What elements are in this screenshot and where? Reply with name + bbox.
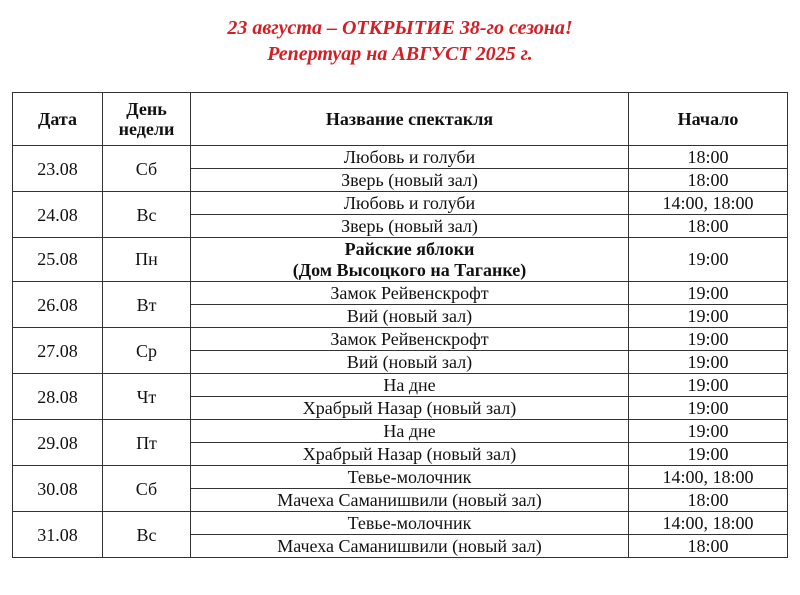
table-row [13,466,788,489]
weekday-cell: Вс [103,192,191,238]
table-row [13,328,788,351]
show-title-cell: Тевье-молочник [191,466,629,489]
show-title-cell: Храбрый Назар (новый зал) [191,397,629,420]
date-cell: 24.08 [13,192,103,238]
show-title-cell: Замок Рейвенскрофт [191,282,629,305]
show-title-line2: (Дом Высоцкого на Таганке) [292,259,527,280]
date-cell: 30.08 [13,466,103,512]
show-title-cell: Храбрый Назар (новый зал) [191,443,629,466]
show-time-cell: 19:00 [629,305,788,328]
show-title-cell: На дне [191,374,629,397]
day-column-header [103,93,191,146]
show-time-cell: 19:00 [629,374,788,397]
show-time-cell: 18:00 [629,215,788,238]
show-title-line1: Райские яблоки [344,238,475,259]
show-time-cell: 14:00, 18:00 [629,466,788,489]
weekday-cell: Ср [103,328,191,374]
weekday-cell: Сб [103,146,191,192]
date-cell: 28.08 [13,374,103,420]
date-cell: 26.08 [13,282,103,328]
season-opening-title: 23 августа – ОТКРЫТИЕ 38-го сезона! [227,17,573,39]
show-title-cell: Тевье-молочник [191,512,629,535]
show-title-cell: Мачеха Саманишвили (новый зал) [191,535,629,558]
show-title-cell: Вий (новый зал) [191,305,629,328]
weekday-cell: Вс [103,512,191,558]
weekday-cell: Пт [103,420,191,466]
time-column-header: Начало [629,93,788,146]
date-cell: 23.08 [13,146,103,192]
show-time-cell: 19:00 [629,397,788,420]
table-row [13,192,788,215]
weekday-cell: Вт [103,282,191,328]
show-time-cell: 19:00 [629,351,788,374]
show-time-cell: 19:00 [629,282,788,305]
schedule-table [12,92,788,558]
show-title-cell: Вий (новый зал) [191,351,629,374]
show-title-cell: Любовь и голуби [191,192,629,215]
date-cell: 27.08 [13,328,103,374]
weekday-cell: Сб [103,466,191,512]
show-title-cell: Зверь (новый зал) [191,215,629,238]
show-time-cell: 14:00, 18:00 [629,192,788,215]
date-cell: 25.08 [13,238,103,282]
show-time-cell: 19:00 [629,328,788,351]
show-time-cell: 18:00 [629,489,788,512]
day-header-line2: недели [118,119,175,139]
weekday-cell: Пн [103,238,191,282]
show-time-cell: 19:00 [629,420,788,443]
show-time-cell: 19:00 [629,238,788,282]
repertoire-subtitle: Репертуар на АВГУСТ 2025 г. [267,43,533,65]
day-header-line1: День [126,99,167,119]
date-cell: 29.08 [13,420,103,466]
date-column-header: Дата [13,93,103,146]
table-row [13,146,788,169]
show-time-cell: 19:00 [629,443,788,466]
show-time-cell: 18:00 [629,169,788,192]
date-cell: 31.08 [13,512,103,558]
show-title-cell [191,238,629,282]
show-title-cell: Любовь и голуби [191,146,629,169]
show-time-cell: 18:00 [629,146,788,169]
title-column-header: Название спектакля [191,93,629,146]
header-row [13,93,788,146]
show-title-cell: Зверь (новый зал) [191,169,629,192]
show-title-cell: Замок Рейвенскрофт [191,328,629,351]
table-row [13,282,788,305]
table-row [13,238,788,282]
show-title-cell: Мачеха Саманишвили (новый зал) [191,489,629,512]
show-time-cell: 14:00, 18:00 [629,512,788,535]
show-time-cell: 18:00 [629,535,788,558]
weekday-cell: Чт [103,374,191,420]
show-title-cell: На дне [191,420,629,443]
table-row [13,512,788,535]
table-row [13,374,788,397]
table-row [13,420,788,443]
